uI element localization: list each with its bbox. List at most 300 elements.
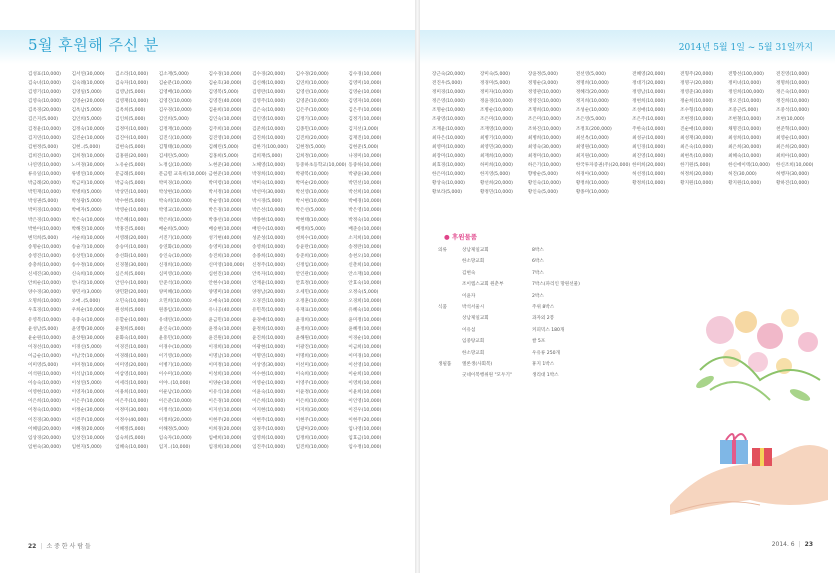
- donor-entry: [680, 188, 726, 197]
- goods-item: 주위 8박스: [532, 305, 555, 311]
- donor-entry: 송영진(10,000): [28, 253, 61, 259]
- donor-entry: 김영숙(10,000): [28, 99, 61, 105]
- donor-entry: 박애자(5,000): [71, 208, 102, 214]
- donor-entry: 박선영(10,000): [295, 190, 329, 196]
- donor-entry: 정은영(10,000): [432, 99, 465, 105]
- donor-entry: 이진주(10,000): [71, 417, 105, 423]
- donor-entry: 오애숙(10,000): [208, 299, 242, 305]
- donor-entry: 오정숙(5,000): [348, 290, 379, 296]
- donor-entry: 하은기(10,000): [527, 162, 561, 168]
- donor-entry: 안현수(10,000): [208, 281, 242, 287]
- donor-entry: 김정숙(10,000): [71, 126, 105, 132]
- donor-entry: 윤화숙(10,000): [115, 335, 149, 341]
- donor-entry: [776, 188, 822, 197]
- donor-entry: 배정희(5,000): [295, 226, 326, 232]
- donor-entry: 윤혜정(10,000): [348, 326, 382, 332]
- donor-entry: 김희재(5,000): [252, 153, 283, 159]
- donor-entry: 임애희(10,000): [208, 435, 242, 441]
- donor-entry: 유민복(10,000): [252, 308, 286, 314]
- donor-entry: 류병연(10,000): [71, 172, 105, 178]
- donor-entry: 허행자(30,000): [776, 172, 810, 178]
- donor-entry: 이양순(10,000): [208, 381, 242, 387]
- donor-entry: 박은숙(10,000): [71, 217, 105, 223]
- page-number: 22: [28, 543, 37, 550]
- donor-entry: 주한숙(10,000): [632, 126, 666, 132]
- donor-entry: 양미혜(10,000): [158, 290, 192, 296]
- donor-entry: 박상현(10,000): [158, 190, 192, 196]
- donor-entry: 동중하(10,000): [348, 162, 382, 168]
- donor-entry: 최영원(10,000): [575, 144, 609, 150]
- donor-entry: 이현주(20,000): [208, 417, 242, 423]
- donor-entry: 김인희(5,000): [115, 117, 146, 123]
- donor-entry: 박금례(20,000): [28, 181, 61, 187]
- donor-entry: 황인숙(10,000): [527, 181, 561, 187]
- donor-entry: 이혜림(20,000): [28, 426, 61, 432]
- donor-entry: 송준희(10,000): [295, 253, 329, 259]
- donor-entry: 유대연(10,000): [158, 317, 192, 323]
- donor-entry: 오경진(10,000): [252, 299, 286, 305]
- donor-entry: 나경미(10,000): [348, 153, 382, 159]
- donor-entry: 김희정(10,000): [71, 153, 105, 159]
- donor-entry: 임효금(10,000): [348, 435, 382, 441]
- donor-entry: 이경선(10,000): [28, 344, 61, 350]
- donor-entry: 이희경(20,000): [208, 426, 242, 432]
- donor-entry: 한기원(5,000): [680, 162, 711, 168]
- donor-entry: 이광현(10,000): [252, 344, 286, 350]
- donor-entry: 김종민(10,000): [295, 126, 329, 132]
- donor-entry: 황상숙(10,000): [432, 181, 465, 187]
- donor-entry: 임광미(20,000): [295, 426, 329, 432]
- donor-entry: 이상영(30,000): [252, 363, 286, 368]
- goods-donor: 굿네이복행위원 "모두기": [462, 373, 513, 379]
- donor-entry: 심헌진(10,000): [208, 272, 242, 278]
- donor-entry: 우희순(10,000): [71, 308, 105, 314]
- donor-entry: 이경례(10,000): [115, 353, 149, 359]
- donor-entry: 조명희(10,000): [527, 108, 561, 114]
- donor-entry: 이병기(10,000): [158, 363, 192, 368]
- donor-entry: 임영희(10,000): [252, 435, 286, 441]
- donor-entry: 이영자(10,000): [71, 390, 105, 396]
- right-page: [420, 0, 835, 573]
- donor-entry: 정미녀(10,000): [728, 81, 762, 87]
- donor-entry: 이혜경(20,000): [71, 426, 105, 432]
- donor-entry: 이정수(40,000): [115, 417, 149, 423]
- donor-entry: 박해진(10,000): [71, 226, 105, 232]
- donor-entry: 이은주(10,000): [115, 399, 149, 405]
- donor-entry: 오정훈(10,000): [295, 299, 329, 305]
- donor-entry: 이윤희(10,000): [348, 390, 382, 396]
- donor-entry: 이현주(10,000): [252, 417, 286, 423]
- goods-item: 2박스: [532, 293, 544, 299]
- donor-entry: 안옥자(10,000): [252, 272, 286, 278]
- donor-entry: 안재윤(10,000): [252, 281, 286, 287]
- goods-row: [438, 348, 648, 359]
- donor-entry: 윤성남(5,000): [28, 326, 59, 332]
- donor-entry: 정영관(10,000): [527, 90, 561, 96]
- donor-entry: [632, 188, 678, 197]
- donor-entry: 조은미(10,000): [479, 117, 513, 123]
- donor-entry: 이정순(30,000): [71, 408, 105, 414]
- donor-entry: 박은희(10,000): [158, 217, 192, 223]
- donor-entry: 정대기(20,000): [632, 81, 666, 87]
- donor-entry: 양정남(20,000): [252, 290, 286, 296]
- donor-entry: 이명희(10,000): [295, 353, 329, 359]
- goods-category: [438, 313, 462, 324]
- donor-entry: 박은경(10,000): [208, 208, 242, 214]
- donor-entry: 이미경(10,000): [348, 353, 382, 359]
- donor-entry: 하미희(10,000): [479, 162, 513, 168]
- donor-entry: 천준혁(10,000): [776, 126, 810, 132]
- donor-entry: 이현주(10,000): [295, 417, 329, 423]
- donor-entry: 정현희(10,000): [632, 99, 666, 105]
- donor-entry: 이해정(5,000): [158, 426, 189, 432]
- donor-entry: 유니공(40,000): [208, 308, 242, 314]
- donor-entry: 박금미(10,000): [71, 181, 105, 187]
- donor-entry: 김영미(10,000): [348, 81, 382, 87]
- donor-entry: 정오진(10,000): [728, 99, 762, 105]
- donor-entry: 이영현(10,000): [28, 390, 61, 396]
- magazine-name: 소 중 한 사 람 들: [46, 543, 91, 550]
- donor-entry: 박수현(5,000): [115, 199, 146, 205]
- hands: [670, 445, 828, 515]
- donor-entry: 임숙자(10,000): [158, 435, 192, 441]
- donor-entry: 정명희(10,000): [776, 81, 810, 87]
- donor-entry: 김진식(10,000): [158, 135, 192, 141]
- donor-entry: 김옥남(5,000): [71, 108, 102, 114]
- donor-entry: 안준석(10,000): [158, 281, 192, 287]
- donor-entry: 박정숙(10,000): [348, 217, 382, 223]
- donor-entry: 박시현(10,000): [295, 199, 329, 205]
- donor-entry: 박선희(10,000): [348, 190, 382, 196]
- donor-entry: 김신혜(10,000): [252, 81, 286, 87]
- donor-entry: 김지선(3,000): [348, 126, 379, 132]
- donor-entry: 이은희(10,000): [28, 399, 61, 405]
- donor-entry: 이경신(5,000): [71, 344, 102, 350]
- donor-entry: 김진순(10,000): [71, 135, 105, 141]
- donor-entry: 최희아(10,000): [776, 153, 810, 159]
- donor-entry: 정혜리(20,000): [575, 90, 609, 96]
- donor-entry: 류유일(10,000): [28, 172, 61, 178]
- donor-entry: 이성연(5,000): [71, 381, 102, 387]
- donor-entry: 박광복(10,000): [295, 172, 329, 178]
- page-title: 5월 후원해 주신 분: [28, 36, 159, 54]
- donor-entry: 임상진(10,000): [71, 435, 105, 441]
- donor-entry: 최인경(10,000): [632, 144, 666, 150]
- donor-entry: 전혜영(20,000): [632, 72, 666, 77]
- donor-entry: 신세진(30,000): [28, 272, 61, 278]
- donor-entry: 윤경희(10,000): [295, 317, 329, 323]
- goods-donor: 박석서울시: [462, 305, 485, 311]
- goods-donor: 이유섬: [462, 327, 476, 333]
- donor-entry: 이경수(10,000): [158, 344, 192, 350]
- donor-entry: 유혜숙(10,000): [348, 308, 382, 314]
- donor-entry: 조성순(10,000): [575, 108, 609, 114]
- donor-entry: 한지영(5,000): [479, 172, 511, 178]
- donor-entry: 이정미(30,000): [115, 408, 149, 414]
- donor-entry: 이성희(10,000): [208, 372, 242, 378]
- donor-entry: 김진아(10,000): [115, 135, 149, 141]
- donor-entry: 이광진(10,000): [295, 344, 329, 350]
- gift-box-red: [752, 448, 772, 466]
- donor-entry: 신정주(10,000): [252, 262, 286, 268]
- donor-entry: 송윤란(10,000): [295, 244, 329, 250]
- donor-entry: 조병순(10,000): [479, 108, 513, 114]
- goods-row: [438, 291, 648, 302]
- donor-entry: 소지희(10,000): [348, 235, 382, 241]
- donor-entry: 임진희(10,000): [295, 444, 329, 450]
- donor-entry: 성희수(10,000): [295, 235, 329, 241]
- donor-entry: 김수경(10,000): [208, 72, 242, 77]
- goods-donor: 상남제일교회: [462, 316, 489, 322]
- donor-entry: 박순영(10,000): [208, 199, 242, 205]
- donor-list-right: [432, 70, 822, 197]
- donor-entry: 신숙희(10,000): [71, 272, 105, 278]
- donor-entry: 황정희(10,000): [575, 181, 609, 187]
- donor-entry: 조재윤(10,000): [432, 126, 465, 132]
- donor-entry: 이선미(10,000): [295, 363, 329, 368]
- donor-entry: 김지연(10,000): [28, 135, 61, 141]
- donor-entry: 노미경(30,000): [71, 162, 105, 168]
- donor-entry: 김영복(5,000): [208, 90, 239, 96]
- goods-category: 의류: [438, 248, 447, 253]
- donor-entry: 신경희(10,000): [158, 262, 192, 268]
- donor-entry: 김수경(20,000): [295, 72, 329, 77]
- donor-entry: 임숙희(5,000): [115, 435, 146, 441]
- donor-entry: 이은경(10,000): [208, 399, 242, 405]
- donor-entry: 임혜숙(10,000): [115, 444, 149, 450]
- donor-entry: 정명순(3,000): [527, 81, 558, 87]
- donor-entry: 이은주(10,000): [71, 399, 105, 405]
- donor-entry: 송영희(10,000): [252, 244, 286, 250]
- donor-entry: 정진희(10,000): [776, 99, 810, 105]
- donor-entry: 박광윤(30,000): [348, 172, 382, 178]
- donor-entry: 송종희(10,000): [252, 253, 286, 259]
- goods-row: [438, 370, 648, 381]
- donor-entry: 박은경(10,000): [28, 217, 61, 223]
- goods-item: 휴지 1박스: [532, 362, 555, 368]
- donor-entry: 임현지(5,000): [71, 444, 102, 450]
- donor-entry: 이기영(10,000): [158, 353, 192, 359]
- donor-entry: 이금순(10,000): [28, 353, 61, 359]
- donor-entry: 최은희(20,000): [776, 144, 810, 150]
- goods-row: [438, 325, 648, 336]
- donor-entry: 김순호(30,000): [208, 81, 242, 87]
- donor-entry: 양수경(30,000): [28, 290, 61, 296]
- donor-entry: 박은영(10,000): [348, 208, 382, 214]
- donor-entry: 김정미(10,000): [115, 126, 149, 132]
- donor-entry: 이석남(10,000): [71, 372, 105, 378]
- donor-entry: 이수미(10,000): [158, 372, 192, 378]
- goods-heading: ● 후원물품: [444, 233, 478, 241]
- donor-entry: 정지희(10,000): [575, 99, 609, 105]
- donor-entry: 황정희(10,000): [632, 181, 666, 187]
- donor-entry: 박서정(10,000): [208, 190, 242, 196]
- donor-entry: 이삼영(10,000): [115, 372, 149, 378]
- donor-entry: 성준성(10,000): [252, 235, 286, 241]
- goods-category: 생필품: [438, 362, 452, 368]
- donor-entry: 이경순(10,000): [348, 335, 382, 341]
- donor-entry: 안인관(10,000): [295, 272, 329, 278]
- donor-entry: 문금렬 교육비(10,000): [158, 172, 207, 178]
- donor-entry: 허정희(20,000): [680, 172, 714, 178]
- donor-entry: 윤철희(5,000): [115, 326, 146, 332]
- donor-entry: 김영진(10,000): [158, 99, 192, 105]
- donor-entry: 박미경(10,000): [28, 208, 61, 214]
- donor-entry: 노유순(5,000): [115, 162, 146, 168]
- donor-entry: 오민숙(10,000): [115, 299, 149, 305]
- donor-entry: 김영선(10,000): [295, 90, 329, 96]
- goods-item: 우유류 250개: [532, 350, 560, 356]
- donor-entry: 최다은(10,000): [432, 135, 465, 141]
- donor-entry: 박미숙(10,000): [252, 181, 286, 187]
- donor-entry: 최영민(30,000): [479, 144, 513, 150]
- donor-entry: 이운남(10,000): [158, 390, 192, 396]
- donor-entry: 심은희(5,000): [115, 272, 146, 278]
- donor-entry: 조정호(200,000): [575, 126, 612, 132]
- donor-entry: 김영순(20,000): [71, 99, 105, 105]
- donor-entry: 임진주(10,000): [252, 444, 286, 450]
- donor-entry: 정영남(10,000): [632, 90, 666, 96]
- donor-entry: 조하진(10,000): [527, 126, 561, 132]
- right-footer: 2014. 6 | 23: [771, 541, 813, 548]
- donor-entry: 박미경(10,000): [158, 181, 192, 187]
- donor-entry: 전형주(20,000): [680, 72, 714, 77]
- donor-entry: 최은희(30,000): [728, 144, 762, 150]
- donor-entry: 유할순(10,000): [115, 317, 149, 323]
- donor-entry: 조성애(10,000): [632, 108, 666, 114]
- donor-entry: 황지원(10,000): [680, 181, 714, 187]
- donor-entry: 박미령(10,000): [208, 181, 242, 187]
- donor-entry: 조현철(10,000): [728, 117, 762, 123]
- donor-entry: 최성규(10,000): [632, 135, 666, 141]
- goods-donor: 한소망교회: [462, 350, 485, 356]
- donor-entry: [728, 188, 774, 197]
- donor-entry: 유영복(10,000): [28, 317, 61, 323]
- donor-entry: 박종선(10,000): [208, 217, 242, 223]
- donor-entry: 이정희(20,000): [158, 417, 192, 423]
- donor-entry: 나연영(10,000): [28, 162, 61, 168]
- donor-entry: 이명남(10,000): [208, 353, 242, 359]
- donor-entry: 김희정(10,000): [295, 153, 329, 159]
- donor-entry: 노해영(10,000): [252, 162, 286, 168]
- donor-entry: 김옥경(20,000): [28, 108, 61, 114]
- donor-entry: 금현준(10,000): [208, 172, 242, 178]
- goods-item: 8박스: [532, 248, 544, 253]
- donor-entry: 문금례(5,000): [115, 172, 146, 178]
- goods-donor: 한소망교회: [462, 259, 485, 265]
- donor-entry: 김인희(5,000): [158, 117, 189, 123]
- donor-entry: 이미정(10,000): [208, 363, 242, 368]
- donor-entry: 송수정(10,000): [71, 262, 105, 268]
- goods-row: [438, 336, 648, 347]
- goods-category: [438, 370, 462, 381]
- donor-entry: 임수정(10,000): [348, 444, 382, 450]
- donor-entry: 송상민(10,000): [71, 253, 105, 259]
- donor-entry: 김인숙(10,000): [208, 117, 242, 123]
- donor-entry: 한은미(10,000): [432, 172, 465, 178]
- donor-entry: 박민재(10,000): [28, 190, 61, 196]
- donor-entry: 정순희(10,000): [680, 99, 714, 105]
- donor-entry: 최영미(10,000): [432, 144, 465, 150]
- donor-entry: 김영재(10,000): [115, 99, 149, 105]
- donor-entry: 이유식(10,000): [208, 390, 242, 396]
- donor-entry: 전선영(5,000): [575, 72, 606, 77]
- donor-entry: 김우경(10,000): [158, 108, 192, 114]
- donor-entry: 윤금민(10,000): [208, 317, 242, 323]
- donor-entry: 안효숙(10,000): [348, 281, 382, 287]
- donor-entry: 김수경(10,000): [348, 72, 382, 77]
- donor-entry: 송천오(10,000): [348, 253, 382, 259]
- donor-entry: 송영미(10,000): [208, 244, 242, 250]
- donor-entry: 성기현(40,000): [208, 235, 242, 241]
- donor-entry: 서영례(20,000): [115, 235, 149, 241]
- donor-entry: 조은미(10,000): [527, 117, 561, 123]
- donor-entry: 박종현(10,000): [252, 217, 286, 223]
- donor-entry: 이세리(10,000): [115, 381, 149, 387]
- donor-entry: 허선정(10,000): [632, 172, 666, 178]
- donor-entry: 이경희(10,000): [208, 344, 242, 350]
- donor-entry: 최영숙(30,000): [527, 144, 561, 150]
- donor-entry: 최성희(10,000): [728, 135, 762, 141]
- donor-entry: 황정민(10,000): [479, 190, 513, 196]
- donor-entry: 김정기(10,000): [295, 117, 329, 123]
- donor-entry: 서진기(10,000): [158, 235, 192, 241]
- goods-donor: 김현숙: [462, 270, 476, 276]
- donor-entry: 조광영(10,000): [432, 117, 465, 123]
- donor-entry: 김진영(10,000): [208, 135, 242, 141]
- donor-entry: 한미희(20,000): [632, 162, 666, 168]
- donor-entry: 김현정(5,000): [28, 144, 59, 150]
- donor-entry: 이석원(10,000): [28, 372, 61, 378]
- donor-entry: 박홍진(5,000): [115, 226, 146, 232]
- donor-entry: 황종미(10,000): [575, 190, 609, 196]
- goods-row: [438, 313, 648, 324]
- donor-entry: 원종임(10,000): [158, 308, 192, 314]
- donor-entry: 임경주(10,000): [252, 426, 286, 432]
- donor-entry: 김준희(10,000): [252, 126, 286, 132]
- donor-entry: 김현정(5,000): [295, 144, 326, 150]
- donor-entry: 김희진(10,000): [28, 153, 61, 159]
- donor-entry: 김진희(20,000): [295, 135, 329, 141]
- donor-entry: 김현..(5,000): [71, 144, 101, 150]
- donor-entry: 박금숙(5,000): [115, 181, 146, 187]
- donor-entry: 이선영(10,000): [348, 363, 382, 368]
- donor-entry: 박미순(20,000): [295, 181, 329, 187]
- donor-entry: 임경희(10,000): [208, 444, 242, 450]
- donor-entry: 최병희(10,000): [527, 135, 561, 141]
- donor-entry: 김운희(10,000): [208, 108, 242, 114]
- donor-entry: 이지선(10,000): [208, 408, 242, 414]
- donor-entry: 이명연(10,000): [252, 353, 286, 359]
- donor-entry: 정윤경(10,000): [479, 99, 513, 105]
- donor-entry: 김영남(5,000): [115, 90, 146, 96]
- donor-entry: 김숙녀(10,000): [28, 81, 61, 87]
- donor-entry: 김정윤(10,000): [28, 126, 61, 132]
- donor-entry: 이진우(10,000): [348, 408, 382, 414]
- donor-entry: 송승미(10,000): [115, 244, 149, 250]
- donor-entry: 최현옥(10,000): [680, 153, 714, 159]
- donor-entry: 배순희(5,000): [158, 226, 189, 232]
- goods-category: [438, 348, 462, 359]
- donor-entry: 이인영(10,000): [348, 399, 382, 405]
- donor-entry: 송정란(10,000): [348, 244, 382, 250]
- donor-entry: 윤정숙(10,000): [208, 326, 242, 332]
- donor-entry: 김주희(10,000): [208, 126, 242, 132]
- goods-category: [438, 256, 462, 267]
- donor-entry: 윤영향(30,000): [71, 326, 105, 332]
- donor-entry: 김숙례(10,000): [71, 81, 105, 87]
- donor-entry: 한국투자증권(주)(20,000): [575, 162, 631, 168]
